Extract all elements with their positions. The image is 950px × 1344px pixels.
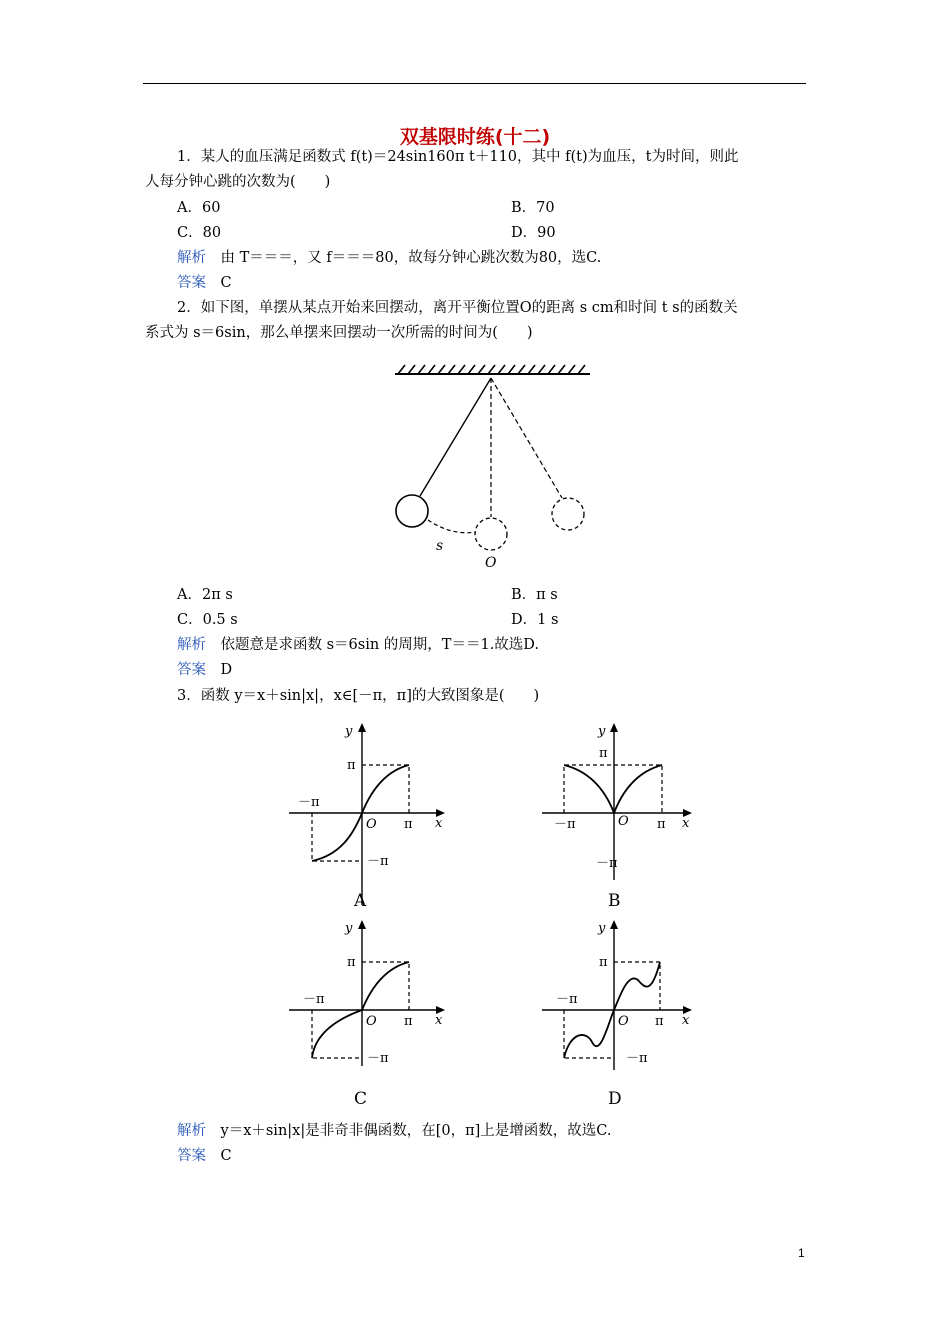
pendulum-figure xyxy=(390,360,600,575)
s-label: s xyxy=(436,538,444,554)
pi-y-label: π xyxy=(599,746,608,761)
answer-label: 答案 xyxy=(177,662,206,678)
graph-letter: B xyxy=(608,891,621,911)
analysis-text: 依题意是求函数 s＝6sin 的周期，T＝＝1.故选D. xyxy=(220,637,540,653)
graph-c xyxy=(285,912,455,1112)
y-label: y xyxy=(345,921,353,936)
guide-lines xyxy=(564,765,662,813)
neg-pi-y-label: －π xyxy=(626,1051,648,1066)
x-label: x xyxy=(682,816,690,831)
pi-x-label: π xyxy=(655,1014,664,1029)
q2-option-c: C．0.5 s xyxy=(177,612,238,628)
q1-option-a: A．60 xyxy=(177,200,221,216)
neg-pi-x-label: －π xyxy=(298,795,320,810)
answer-label: 答案 xyxy=(177,275,206,291)
equilibrium-bob xyxy=(475,518,507,550)
q3-stem: 3．函数 y＝x＋sin|x|，x∈[－π，π]的大致图象是( ) xyxy=(177,688,540,704)
pi-x-label: π xyxy=(404,817,413,832)
neg-pi-x-label: －π xyxy=(303,992,325,1007)
answer-text: C xyxy=(220,275,232,291)
x-label: x xyxy=(682,1013,690,1028)
y-arrow-icon xyxy=(358,723,366,732)
graph-d xyxy=(538,912,708,1112)
analysis-label: 解析 xyxy=(177,1123,206,1139)
analysis-text: y＝x＋sin|x|是非奇非偶函数，在[0，π]上是增函数，故选C. xyxy=(220,1123,612,1139)
y-label: y xyxy=(598,724,606,739)
right-swing-line xyxy=(491,378,562,498)
pi-y-label: π xyxy=(347,955,356,970)
q2-stem-line2: 系式为 s＝6sin，那么单摆来回摆动一次所需的时间为( ) xyxy=(145,325,533,341)
neg-pi-x-label: －π xyxy=(556,992,578,1007)
y-arrow-icon xyxy=(610,920,618,929)
page-title: 双基限时练(十二) xyxy=(399,126,551,148)
q3-answer xyxy=(177,1146,232,1166)
answer-label: 答案 xyxy=(177,1148,206,1164)
y-arrow-icon xyxy=(610,723,618,732)
q1-option-d: D．90 xyxy=(511,225,556,241)
y-arrow-icon xyxy=(358,920,366,929)
pi-x-label: π xyxy=(657,817,666,832)
origin-label: O xyxy=(618,1014,629,1029)
q2-answer xyxy=(177,660,232,680)
q1-stem-line1: 1．某人的血压满足函数式 f(t)＝24sin160π t＋110，其中 f(t)为血压，t为时间，则此 xyxy=(177,149,739,165)
y-label: y xyxy=(598,921,606,936)
analysis-label: 解析 xyxy=(177,250,206,266)
analysis-label: 解析 xyxy=(177,637,206,653)
o-label: O xyxy=(485,555,497,571)
q1-stem-line2: 人每分钟心跳的次数为( ) xyxy=(145,174,331,190)
q2-option-a: A．2π s xyxy=(177,587,233,603)
ceiling-hatching xyxy=(398,365,585,374)
q1-option-c: C．80 xyxy=(177,225,222,241)
swing-arc xyxy=(428,520,476,533)
pi-x-label: π xyxy=(404,1014,413,1029)
analysis-text: 由 T＝＝＝，又 f＝＝＝80，故每分钟心跳次数为80，选C. xyxy=(220,250,602,266)
q2-analysis xyxy=(177,635,539,655)
neg-pi-x-label: －π xyxy=(554,817,576,832)
right-swing-bob xyxy=(552,498,584,530)
graph-letter: D xyxy=(608,1089,622,1109)
y-label: y xyxy=(345,724,353,739)
origin-label: O xyxy=(618,814,629,829)
q1-analysis xyxy=(177,248,601,268)
page-number: 1 xyxy=(798,1246,805,1260)
origin-label: O xyxy=(366,817,377,832)
neg-pi-y-label: －π xyxy=(596,856,618,871)
q2-option-d: D．1 s xyxy=(511,612,559,628)
answer-text: C xyxy=(220,1148,232,1164)
pendulum-string xyxy=(420,378,491,496)
answer-text: D xyxy=(220,662,233,678)
curve xyxy=(564,765,662,813)
neg-pi-y-label: －π xyxy=(367,1051,389,1066)
neg-pi-y-label: －π xyxy=(367,854,389,869)
graph-letter: A xyxy=(354,891,367,911)
x-label: x xyxy=(435,816,443,831)
pi-y-label: π xyxy=(599,955,608,970)
pendulum-bob xyxy=(396,495,428,527)
x-label: x xyxy=(435,1013,443,1028)
q2-stem-line1: 2．如下图，单摆从某点开始来回摆动，离开平衡位置O的距离 s cm和时间 t s的函数关 xyxy=(177,300,738,316)
q1-option-b: B．70 xyxy=(511,200,555,216)
graph-b xyxy=(538,715,708,915)
graph-a xyxy=(285,715,455,915)
q2-option-b: B．π s xyxy=(511,587,558,603)
pi-y-label: π xyxy=(347,758,356,773)
graph-letter: C xyxy=(354,1089,368,1109)
header-rule xyxy=(143,83,806,84)
q1-answer xyxy=(177,273,232,293)
origin-label: O xyxy=(366,1014,377,1029)
q3-analysis xyxy=(177,1121,612,1141)
